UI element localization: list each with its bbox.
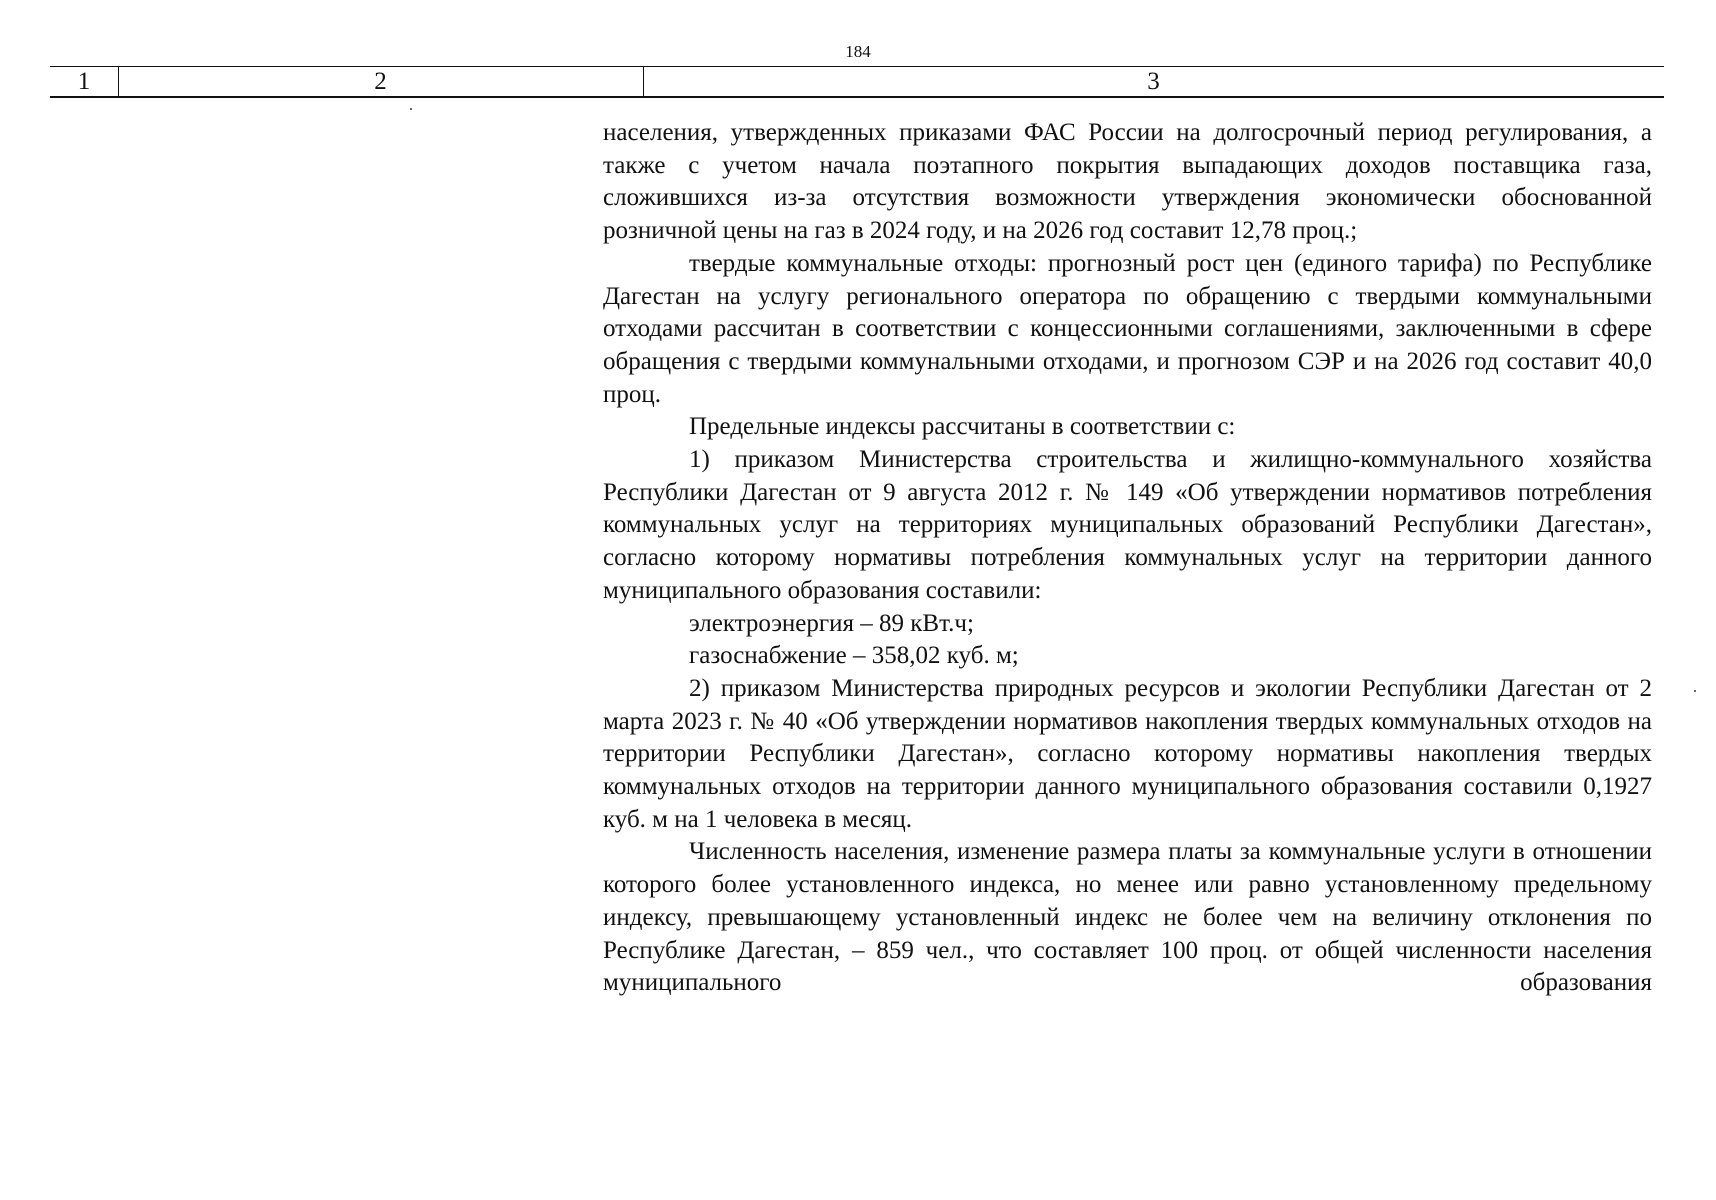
paragraph-gas-continuation: населения, утвержденных приказами ФАС России на долгосрочный период регулирования, а также с учетом начала поэтапного покрытия выпадающих доходов поставщика газа, сложившихся из-за отсутствия возможности утверждения экономически обоснованной розничной цены на газ в 2024 году, и на 2026 год составит 12,78 проц.; bbox=[603, 119, 1652, 245]
document-body bbox=[603, 117, 1652, 1000]
paragraph-gas-norm: газоснабжение – 358,02 куб. м; bbox=[689, 642, 1019, 670]
column-number-2: 2 bbox=[118, 67, 644, 97]
paragraph-order-1: 1) приказом Министерства строительства и жилищно-коммунального хозяйства Республики Дагестан от 9 августа 2012 г. № 149 «Об утверждении нормативов потребления коммунальных услуг на территориях муниципальных образований Республики Дагестан», согласно которому нормативы потребления коммунальных услуг на территории данного муниципального образования составили: bbox=[603, 446, 1652, 604]
column-header-row bbox=[50, 66, 1664, 98]
scan-speck bbox=[410, 108, 412, 110]
paragraph-index-basis: Предельные индексы рассчитаны в соответствии с: bbox=[689, 413, 1236, 441]
column-number-3: 3 bbox=[1147, 68, 1160, 95]
column-number-1: 1 bbox=[50, 67, 119, 97]
paragraph-solid-waste: твердые коммунальные отходы: прогнозный рост цен (единого тарифа) по Республике Дагестан на услугу регионального оператора по обращению с твердыми коммунальными отходами рассчитан в соответствии с концессионными соглашениями, заключенными в сфере обращения с твердыми коммунальными отходами, и прогнозом СЭР и на 2026 год составит 40,0 проц. bbox=[603, 249, 1652, 408]
page-number: 184 bbox=[845, 42, 871, 61]
paragraph-order-2: 2) приказом Министерства природных ресурсов и экологии Республики Дагестан от 2 марта 2023 г. № 40 «Об утверждении нормативов накопления твердых коммунальных отходов на территории Республики Дагестан», согласно которому нормативы накопления твердых коммунальных отходов на территории данного муниципального образования составили 0,1927 куб. м на 1 человека в месяц. bbox=[603, 674, 1652, 833]
paragraph-electricity-norm: электроэнергия – 89 кВт.ч; bbox=[689, 609, 974, 637]
scan-speck bbox=[1694, 690, 1696, 692]
paragraph-population: Численность населения, изменение размера платы за коммунальные услуги в отношении которого более установленного индекса, но менее или равно установленному предельному индексу, превышающему установленный индекс не более чем на величину отклонения по Республике Дагестан, – 859 чел., что составляет 100 проц. от общей численности населения муниципального образования bbox=[603, 838, 1652, 997]
